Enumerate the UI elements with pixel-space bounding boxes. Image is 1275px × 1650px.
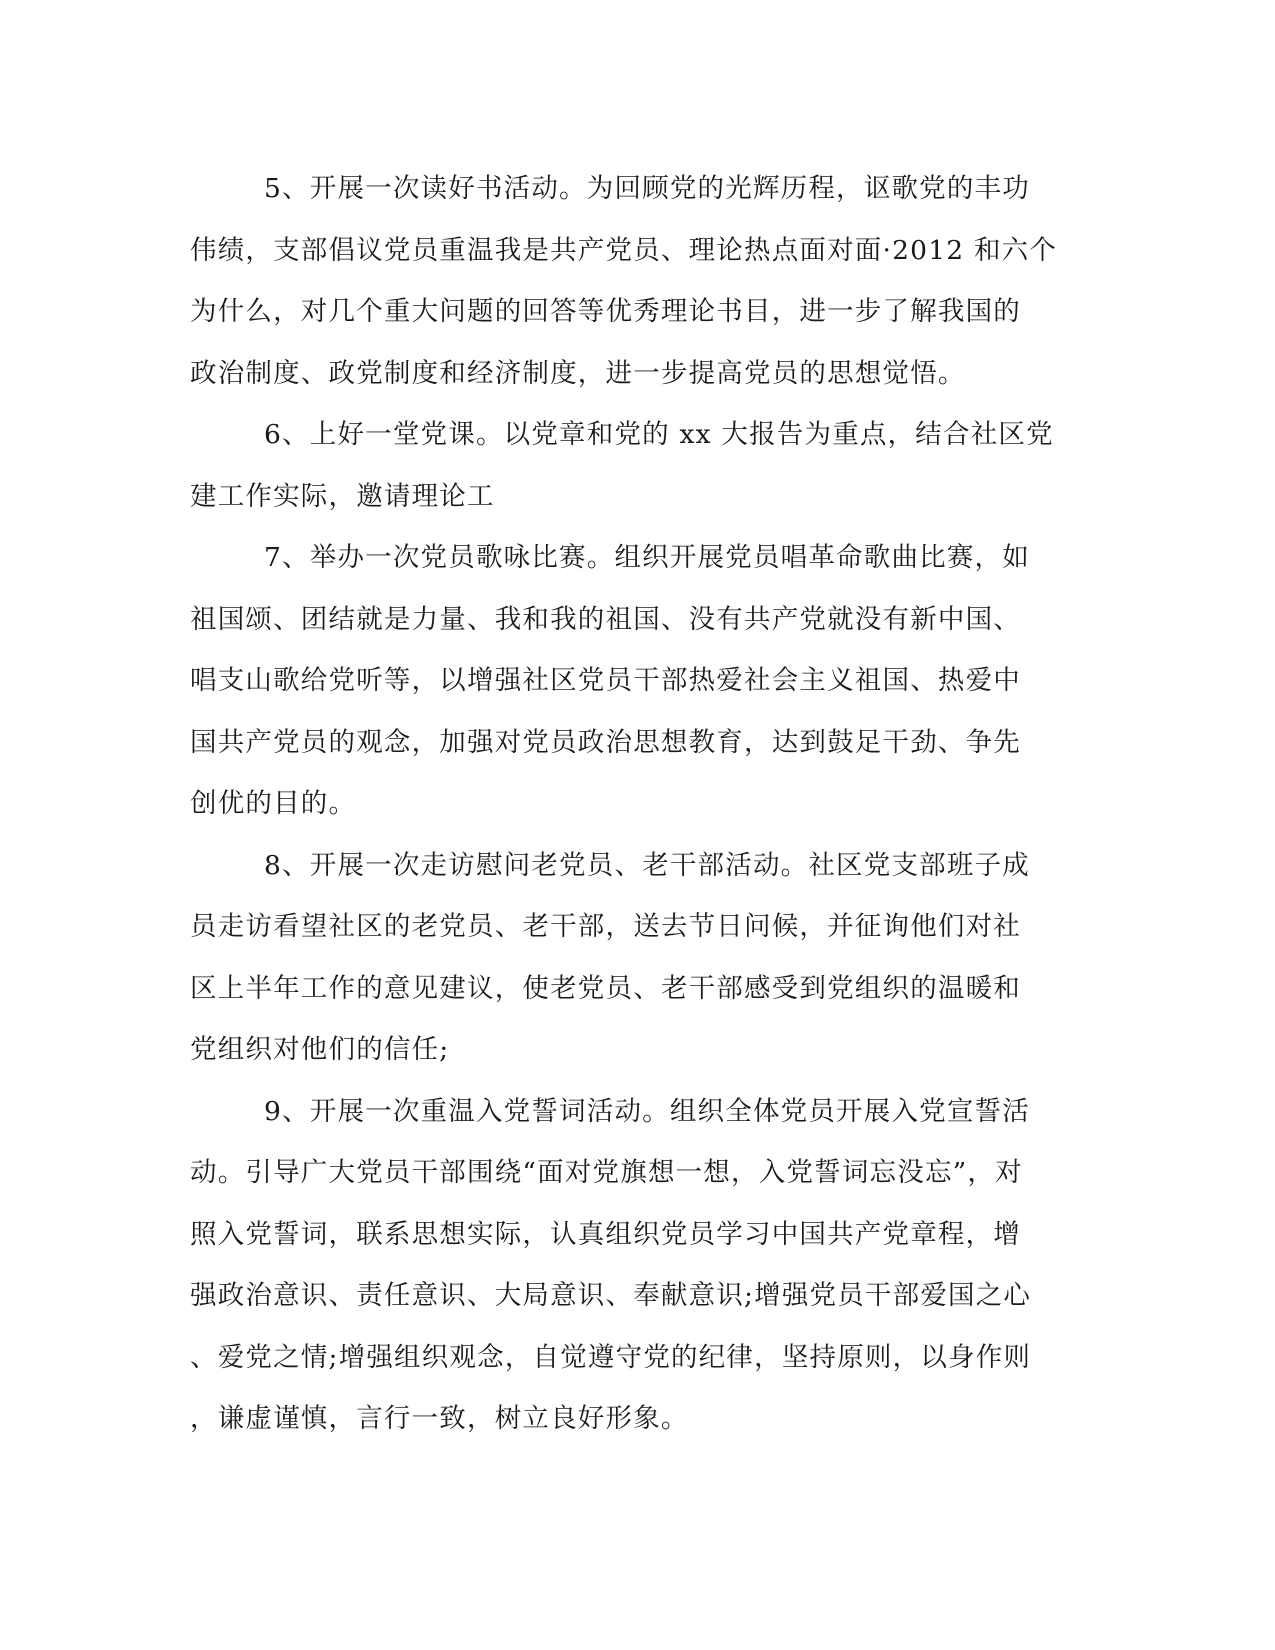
paragraph-line: 、爱党之情;增强组织观念，自觉遵守党的纪律，坚持原则，以身作则 bbox=[190, 1341, 1032, 1373]
paragraph-line: 祖国颂、团结就是力量、我和我的祖国、没有共产党就没有新中国、 bbox=[190, 603, 1021, 635]
paragraph-line: 政治制度、政党制度和经济制度，进一步提高党员的思想觉悟。 bbox=[190, 357, 966, 389]
paragraph-line: 7、举办一次党员歌咏比赛。组织开展党员唱革命歌曲比赛，如 bbox=[264, 542, 1030, 573]
paragraph-line: 区上半年工作的意见建议，使老党员、老干部感受到党组织的温暖和 bbox=[190, 972, 1021, 1004]
paragraph-line: 照入党誓词，联系思想实际，认真组织党员学习中国共产党章程，增 bbox=[190, 1218, 1021, 1250]
paragraph-line: 8、开展一次走访慰问老党员、老干部活动。社区党支部班子成 bbox=[264, 849, 1030, 881]
paragraph-9 bbox=[190, 1081, 1080, 1450]
paragraph-line: 5、开展一次读好书活动。为回顾党的光辉历程，讴歌党的丰功 bbox=[264, 173, 1030, 204]
document-body bbox=[190, 158, 1080, 1450]
paragraph-7 bbox=[190, 527, 1080, 835]
paragraph-line: 创优的目的。 bbox=[190, 788, 357, 819]
paragraph-line: 强政治意识、责任意识、大局意识、奉献意识;增强党员干部爱国之心 bbox=[190, 1280, 1032, 1311]
paragraph-line: 为什么，对几个重大问题的回答等优秀理论书目，进一步了解我国的 bbox=[190, 296, 1021, 327]
paragraph-line: 伟绩，支部倡议党员重温我是共产党员、理论热点面对面·2012 和六个 bbox=[190, 234, 1058, 266]
paragraph-line: 6、上好一堂党课。以党章和党的 xx 大报告为重点，结合社区党 bbox=[264, 419, 1054, 450]
paragraph-line: 动。引导广大党员干部围绕“面对党旗想一想，入党誓词忘没忘”，对 bbox=[190, 1157, 1023, 1188]
paragraph-line: 党组织对他们的信任; bbox=[190, 1034, 450, 1065]
paragraph-line: ，谦虚谨慎，言行一致，树立良好形象。 bbox=[190, 1403, 689, 1434]
paragraph-line: 建工作实际，邀请理论工 bbox=[190, 480, 495, 512]
paragraph-line: 国共产党员的观念，加强对党员政治思想教育，达到鼓足干劲、争先 bbox=[190, 726, 1021, 758]
paragraph-6 bbox=[190, 404, 1080, 527]
paragraph-line: 唱支山歌给党听等，以增强社区党员干部热爱社会主义祖国、热爱中 bbox=[190, 665, 1021, 696]
paragraph-line: 员走访看望社区的老党员、老干部，送去节日问候，并征询他们对社 bbox=[190, 911, 1021, 942]
paragraph-line: 9、开展一次重温入党誓词活动。组织全体党员开展入党宣誓活 bbox=[264, 1095, 1030, 1127]
paragraph-8 bbox=[190, 835, 1080, 1081]
paragraph-5 bbox=[190, 158, 1080, 404]
